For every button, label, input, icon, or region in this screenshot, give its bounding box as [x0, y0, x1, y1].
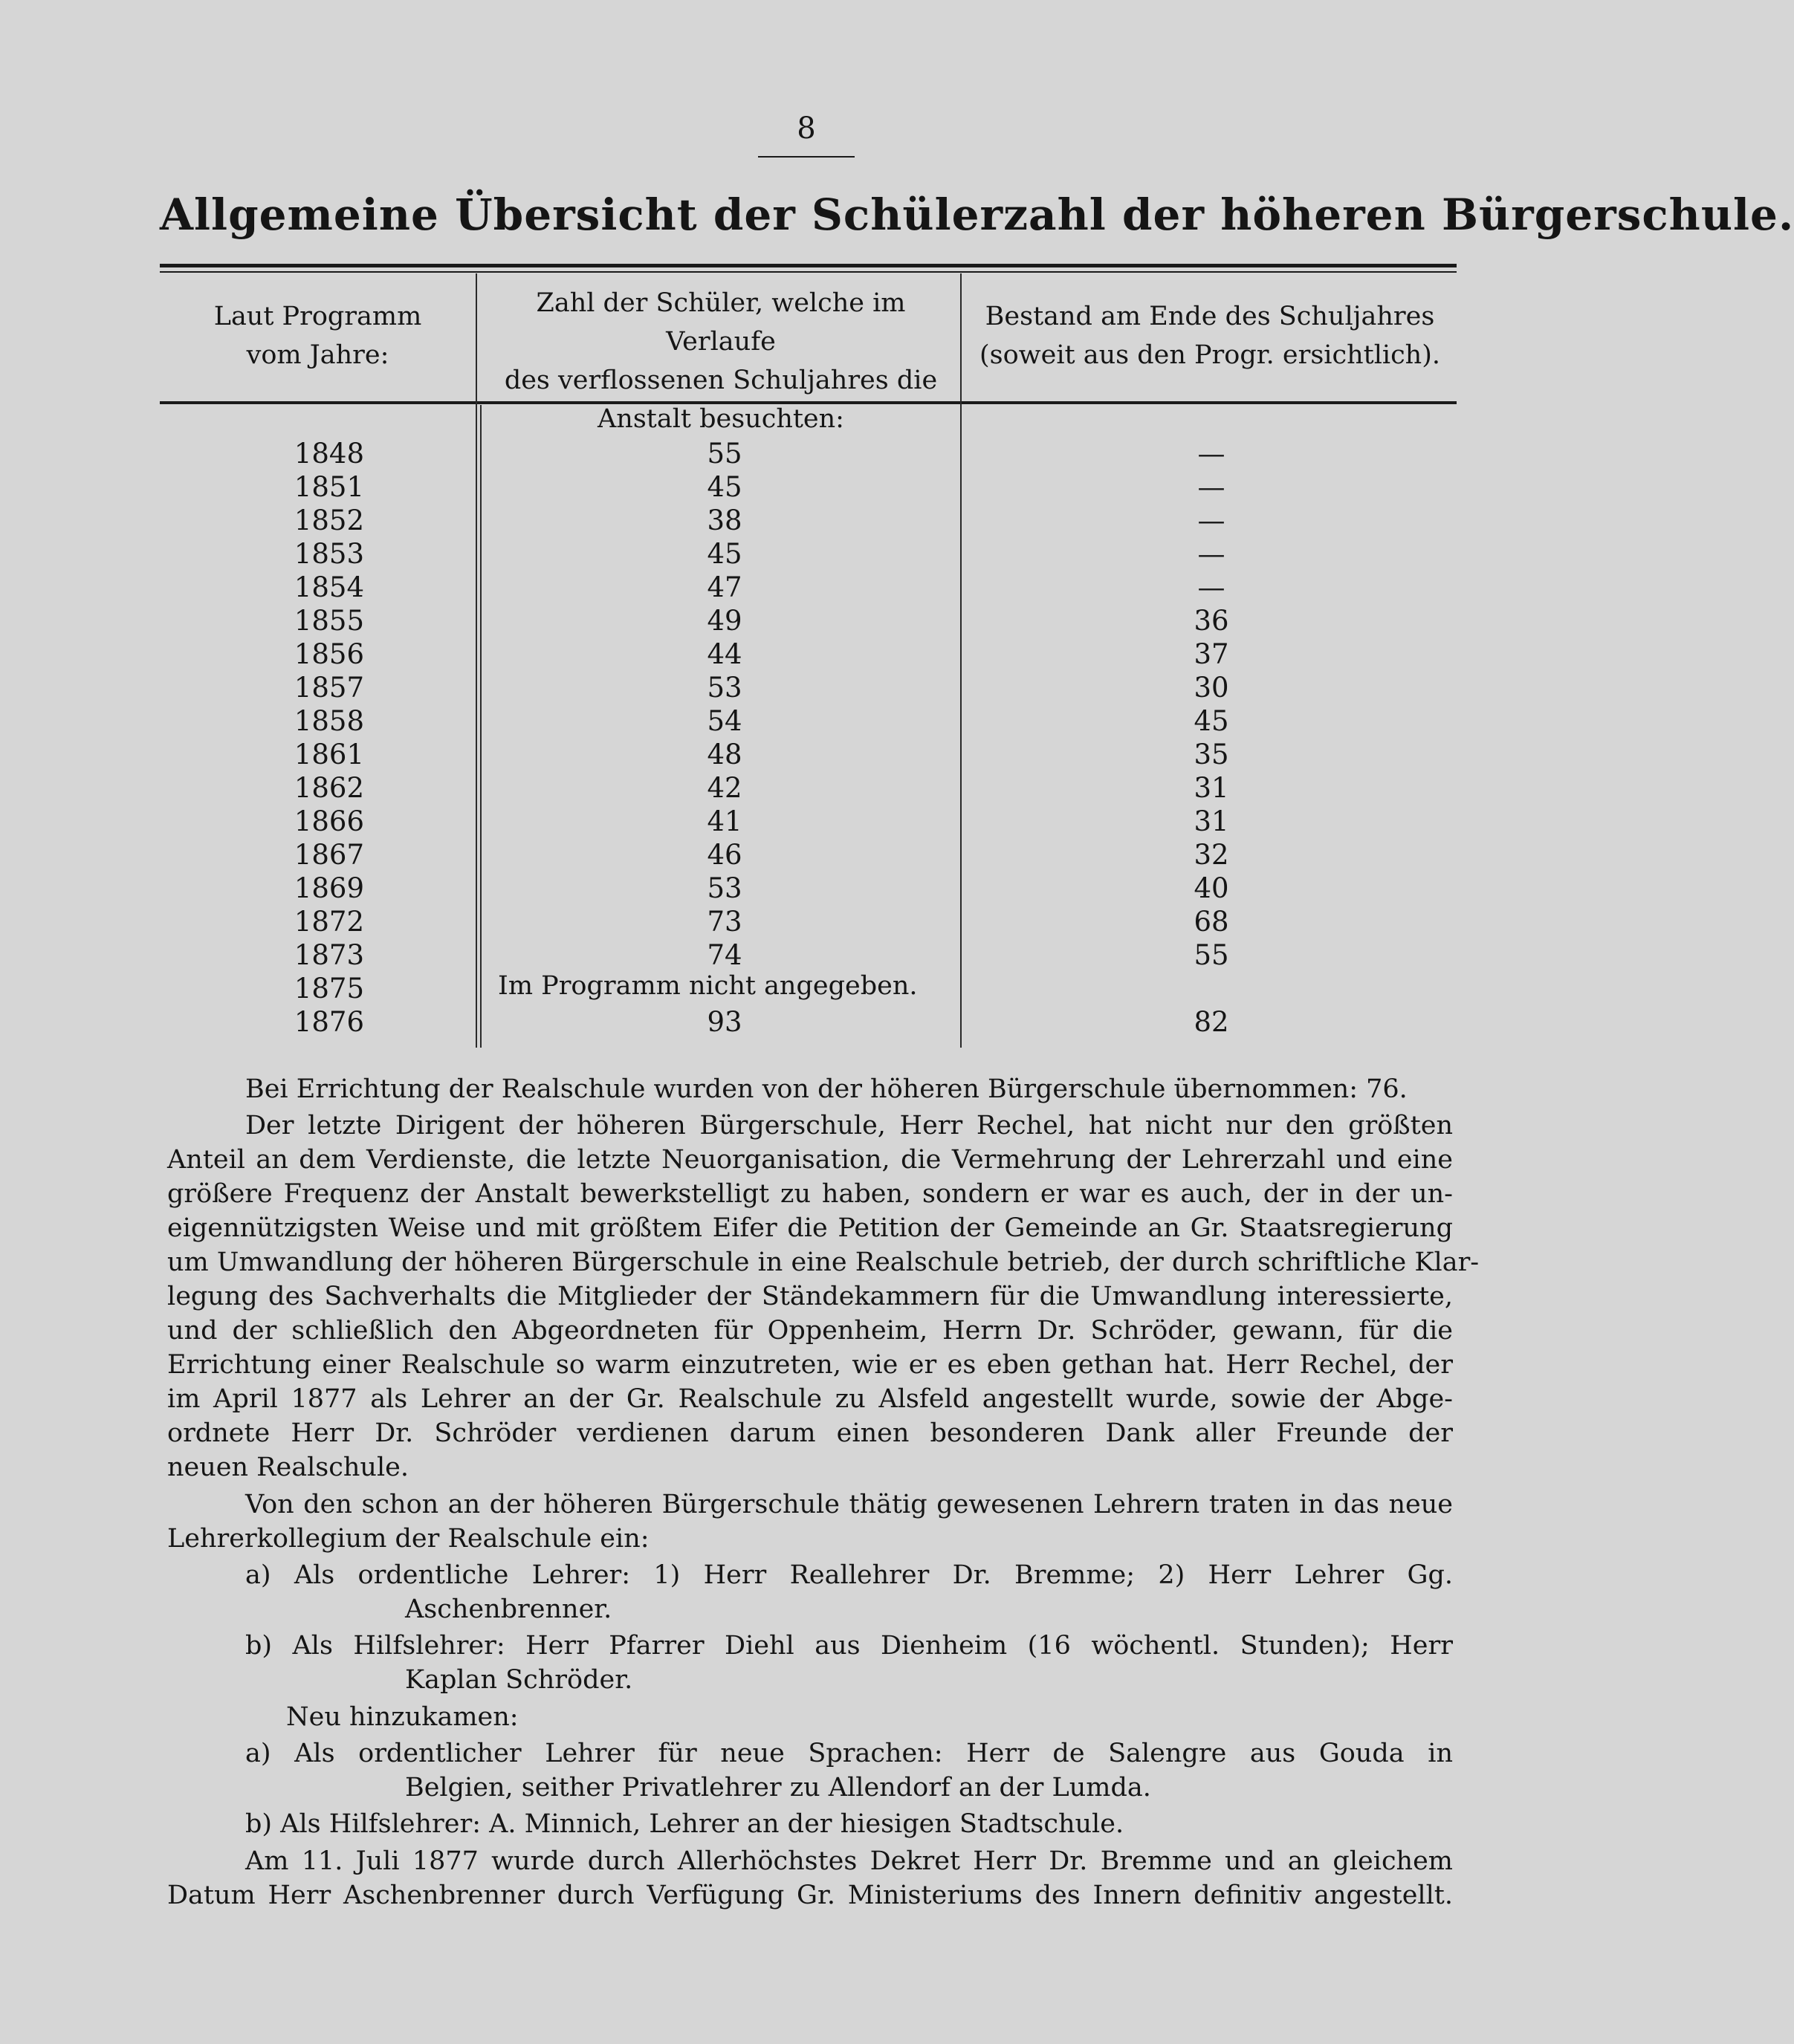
- table-cell-year: 1873: [294, 939, 364, 971]
- table-cell-students: 49: [707, 605, 742, 637]
- item-a2-line: a) Als ordentlicher Lehrer für neue Sprachen: Herr de Salengre aus Gouda in: [245, 1739, 1453, 1768]
- para1-line: legung des Sachverhalts die Mitglieder der Ständekammern für die Umwandlung interessierte,: [167, 1282, 1453, 1311]
- table-cell-students: 45: [707, 471, 742, 503]
- table-cell-students: 74: [707, 939, 742, 971]
- table-cell-bestand: 32: [1194, 839, 1229, 871]
- table-cell-year: 1854: [294, 571, 364, 603]
- para1-line: größere Frequenz der Anstalt bewerkstelligt zu haben, sondern er war es auch, der in der un-: [167, 1179, 1453, 1209]
- table-cell-students: 48: [707, 739, 742, 770]
- takeover-line: Bei Errichtung der Realschule wurden von der höheren Bürgerschule übernommen: 76.: [245, 1074, 1408, 1104]
- table-cell-students: 42: [707, 772, 742, 804]
- students-column: [691, 437, 758, 1039]
- table-cell-year: 1855: [294, 605, 364, 637]
- table-cell-students: 47: [707, 571, 742, 603]
- table-cell-students: 38: [707, 504, 742, 536]
- table-cell-students: 55: [707, 438, 742, 470]
- para1-line: um Umwandlung der höheren Bürgerschule in eine Realschule betrieb, der durch schriftliche Klar-: [167, 1248, 1480, 1277]
- page-number-rule: [758, 156, 855, 158]
- table-cell-students: 44: [707, 638, 742, 670]
- table-top-rule-thin: [160, 271, 1457, 273]
- table-cell-year: 1869: [294, 872, 364, 904]
- para1-line: ordnete Herr Dr. Schröder verdienen darum einen besonderen Dank aller Freunde der: [167, 1418, 1453, 1448]
- table-cell-year: 1848: [294, 438, 364, 470]
- table-cell-students: 54: [707, 705, 742, 737]
- table-cell-students: 93: [707, 1006, 742, 1038]
- para1-line: Der letzte Dirigent der höheren Bürgerschule, Herr Rechel, hat nicht nur den größten: [245, 1111, 1453, 1141]
- table-cell-students: 45: [707, 538, 742, 570]
- table-cell-year: 1867: [294, 839, 364, 871]
- item-b1-line: Kaplan Schröder.: [405, 1665, 633, 1695]
- para1-line: eigennützigsten Weise und mit größtem Eifer die Petition der Gemeinde an Gr. Staatsregierung: [167, 1213, 1453, 1243]
- final-line: Datum Herr Aschenbrenner durch Verfügung Gr. Ministeriums des Innern definitiv angestellt.: [167, 1881, 1453, 1910]
- header-year: Laut Programm vom Jahre:: [213, 302, 422, 370]
- table-cell-bestand: 40: [1194, 872, 1229, 904]
- para2-line: Von den schon an der höheren Bürgerschule thätig gewesenen Lehrern traten in das neue: [245, 1490, 1453, 1519]
- item-b1-line: b) Als Hilfslehrer: Herr Pfarrer Diehl aus Dienheim (16 wöchentl. Stunden); Herr: [245, 1631, 1453, 1661]
- table-cell-bestand: —: [1197, 538, 1225, 570]
- final-line: Am 11. Juli 1877 wurde durch Allerhöchstes Dekret Herr Dr. Bremme und an gleichem: [245, 1846, 1453, 1876]
- item-a1-line: Aschenbrenner.: [405, 1594, 612, 1624]
- table-cell-year: 1857: [294, 672, 364, 704]
- para1-line: Anteil an dem Verdienste, die letzte Neuorganisation, die Vermehrung der Lehrerzahl und eine: [167, 1145, 1453, 1175]
- header-bestand: Bestand am Ende des Schuljahres (soweit aus den Progr. ersichtlich).: [979, 302, 1441, 370]
- year-column: [282, 437, 364, 1039]
- table-cell-bestand: 82: [1194, 1006, 1229, 1038]
- table-cell-year: 1851: [294, 471, 364, 503]
- table-divider-1: [476, 273, 477, 1048]
- table-cell-bestand: 45: [1194, 705, 1229, 737]
- table-cell-students: 73: [707, 906, 742, 938]
- page-title: Allgemeine Übersicht der Schülerzahl der höheren Bürgerschule.: [160, 189, 1794, 240]
- table-cell-bestand: [1189, 972, 1234, 1005]
- table-cell-bestand: —: [1197, 571, 1225, 603]
- table-top-rule: [160, 264, 1457, 267]
- table-cell-bestand: —: [1197, 471, 1225, 503]
- table-cell-year: 1852: [294, 504, 364, 536]
- table-cell-bestand: —: [1197, 438, 1225, 470]
- table-cell-bestand: 35: [1194, 739, 1229, 770]
- page-number: 8: [797, 111, 816, 146]
- table-divider-2: [960, 273, 962, 1048]
- table-cell-year: 1872: [294, 906, 364, 938]
- item-b2-line: b) Als Hilfslehrer: A. Minnich, Lehrer an der hiesigen Stadtschule.: [245, 1809, 1124, 1839]
- table-cell-bestand: —: [1197, 504, 1225, 536]
- table-cell-bestand: 31: [1194, 772, 1229, 804]
- table-cell-students: 53: [707, 672, 742, 704]
- new-staff-heading: Neu hinzukamen:: [286, 1702, 519, 1732]
- table-cell-year: 1862: [294, 772, 364, 804]
- table-cell-year: 1875: [294, 973, 364, 1005]
- para1-line: neuen Realschule.: [167, 1453, 409, 1482]
- table-cell-year: 1856: [294, 638, 364, 670]
- item-a2-line: Belgien, seither Privatlehrer zu Allendorf an der Lumda.: [405, 1773, 1151, 1803]
- item-a1-line: a) Als ordentliche Lehrer: 1) Herr Reallehrer Dr. Bremme; 2) Herr Lehrer Gg.: [245, 1560, 1453, 1590]
- bestand-column: [1189, 437, 1234, 1039]
- header-students: Zahl der Schüler, welche im Verlaufe des verflossenen Schuljahres die Anstalt besuchten:: [504, 288, 938, 434]
- table-cell-students: 53: [707, 872, 742, 904]
- table-divider-1b: [480, 405, 482, 1048]
- para1-line: im April 1877 als Lehrer an der Gr. Realschule zu Alsfeld angestellt wurde, sowie der Abge-: [167, 1384, 1453, 1414]
- table-cell-bestand: 55: [1194, 939, 1229, 971]
- table-cell-bestand: 31: [1194, 805, 1229, 837]
- table-cell-students: 46: [707, 839, 742, 871]
- para1-line: und der schließlich den Abgeordneten für Oppenheim, Herrn Dr. Schröder, gewann, für die: [167, 1316, 1453, 1346]
- table-cell-bestand: 36: [1194, 605, 1229, 637]
- table-cell-bestand: 37: [1194, 638, 1229, 670]
- table-cell-year: 1861: [294, 739, 364, 770]
- table-cell-year: 1853: [294, 538, 364, 570]
- table-cell-bestand: 30: [1194, 672, 1229, 704]
- not-given-note: Im Programm nicht angegeben.: [498, 971, 918, 1001]
- table-cell-year: 1876: [294, 1006, 364, 1038]
- para1-line: Errichtung einer Realschule so warm einzutreten, wie er es eben gethan hat. Herr Rechel, der: [167, 1350, 1453, 1380]
- table-cell-year: 1858: [294, 705, 364, 737]
- table-cell-year: 1866: [294, 805, 364, 837]
- table-cell-bestand: 68: [1194, 906, 1229, 938]
- para2-line: Lehrerkollegium der Realschule ein:: [167, 1524, 650, 1554]
- table-cell-students: 41: [707, 805, 742, 837]
